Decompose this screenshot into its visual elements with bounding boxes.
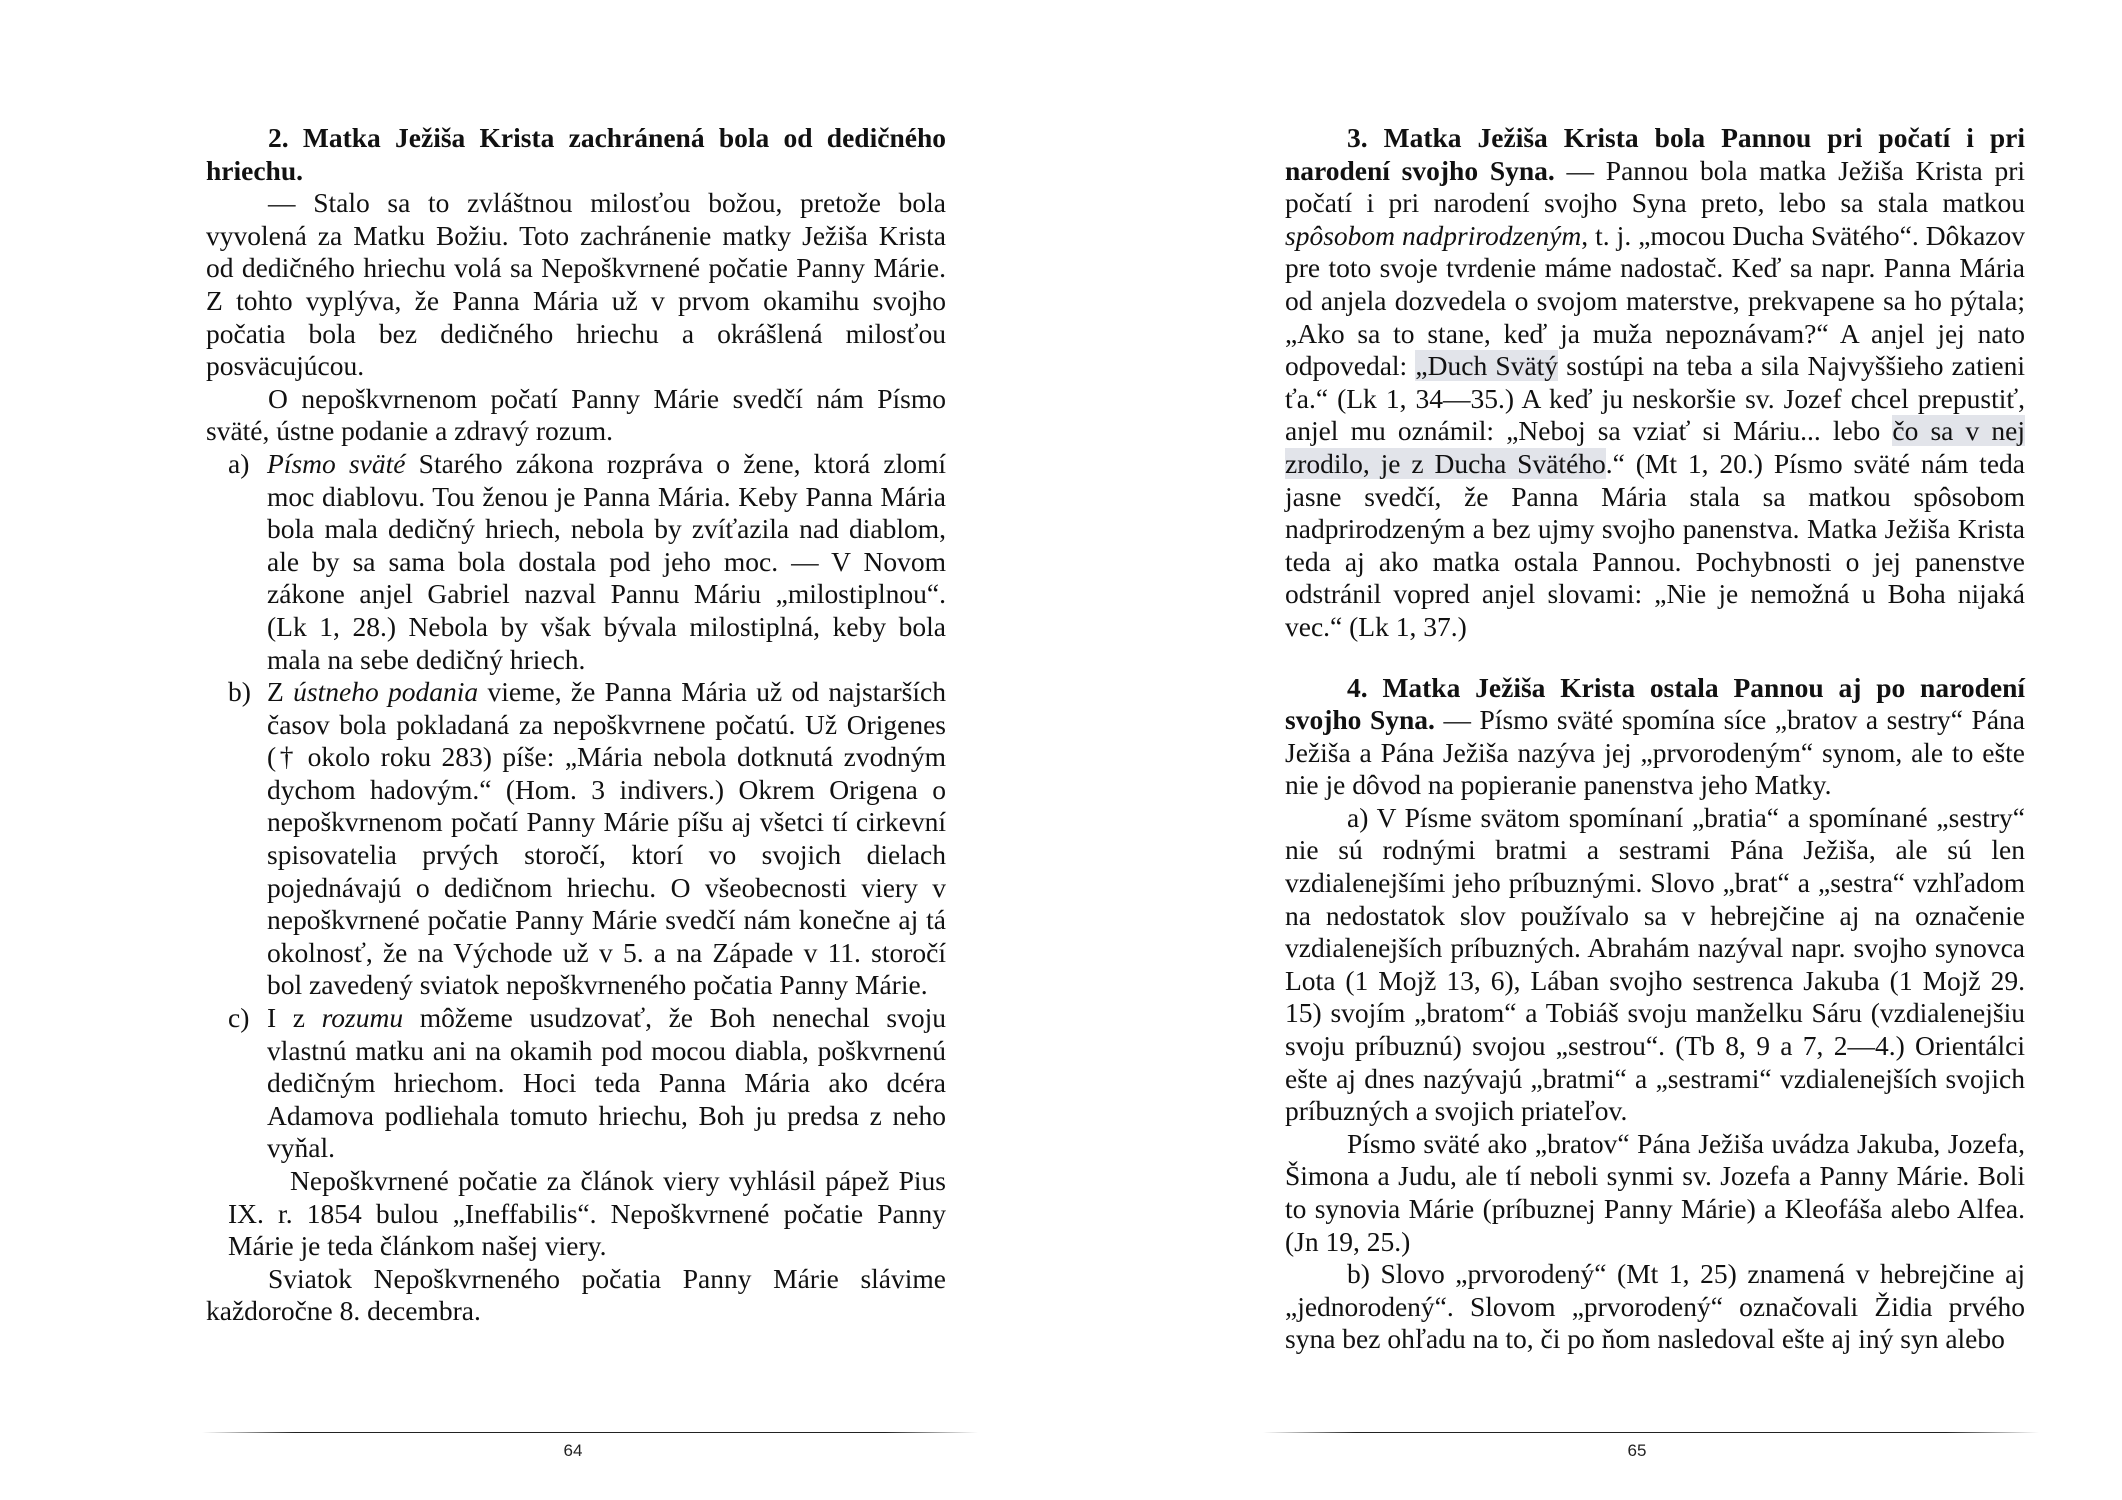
emphasis: rozumu xyxy=(321,1002,404,1034)
text-run: — Písmo sväté spomína síce „bratov a sestry“ Pána Ježiša a Pána Ježiša nazýva jej „prvorodeným“ synom, ale to ešte nie je dôvod na popieranie panenstva jeho Matky. xyxy=(1285,704,2025,801)
paragraph: — Stalo sa to zvláštnou milosťou božou, pretože bola vyvolená za Matku Božiu. Toto zachránenie matky Ježiša Krista od dedičného hriechu volá sa Nepoškvrnené počatie Panny Márie. Z tohto vyplýva, že Panna Mária už v prvom okamihu svojho počatia bola bez dedičného hriechu a okrášlená milosťou posväcujúcou. xyxy=(206,187,946,382)
list-item-b xyxy=(206,676,946,1002)
section-4-paragraph xyxy=(1285,672,2025,802)
paragraph: Nepoškvrnené počatie za článok viery vyhlásil pápež Pius IX. r. 1854 bulou „Ineffabilis“. Nepoškvrnené počatie Panny Márie je teda článkom našej viery. xyxy=(228,1165,946,1262)
paragraph: O nepoškvrnenom počatí Panny Márie svedčí nám Písmo sväté, ústne podanie a zdravý rozum. xyxy=(206,382,946,447)
list-item-text: môžeme usudzovať, že Boh nenechal svoju vlastnú matku ani na okamih pod mocou diabla, poškvrnenú dedičným hriechom. Hoci teda Panna Mária ako dcéra Adamova podliehala tomuto hriechu, Boh ju predsa z neho vyňal. xyxy=(267,1002,946,1164)
list-marker: c) xyxy=(228,1002,250,1034)
page-number: 64 xyxy=(563,1441,583,1460)
section-heading: 4. Matka Ježiša Krista ostala Pannou aj po narodení svojho Syna. xyxy=(1285,671,2025,736)
page-number: 65 xyxy=(1627,1441,1647,1460)
list-item-text: Starého zákona rozpráva o žene, ktorá zlomí moc diablovu. Tou ženou je Panna Mária. Keby Panna Mária bola mala dedičný hriech, nebola by zvíťazila nad diablom, ale by sa sama bola dostala pod jeho moc. — V Novom zákone anjel Gabriel nazval Pannu Máriu „milostiplnou“. (Lk 1, 28.) Nebola by však bývala milostiplná, keby bola mala na sebe dedičný hriech. xyxy=(267,447,946,675)
right-page xyxy=(1061,0,2122,1500)
list-item-text: vieme, že Panna Mária už od najstarších časov bola pokladaná za nepoškvrnene počatú. Už Origenes († okolo roku 283) píše: „Mária nebola dotknutá zvodným dychom hadovým.“ (Hom. 3 indivers.) Okrem Origena o nepoškvrnenom počatí Panny Márie píšu aj všetci tí cirkevní spisovatelia prvých storočí, ktorí vo svojich dielach pojednávajú o dedičnom hriechu. O všeobecnosti viery v nepoškvrnené počatie Panny Márie svedčí nám konečne aj tá okolnosť, že na Východe už v 5. a na Západe v 11. storočí bol zavedený sviatok nepoškvrneného počatia Panny Márie. xyxy=(267,676,946,1001)
list-item-prefix: I z xyxy=(267,1002,322,1034)
section-heading: 3. Matka Ježiša Krista bola Pannou pri počatí i pri narodení svojho Syna. xyxy=(1285,122,2025,186)
list-item-c xyxy=(206,1002,946,1165)
list-item-prefix: Z xyxy=(267,676,294,708)
text-run: sostúpi na teba a sila Najvyššieho zatieni ťa.“ (Lk 1, 34—35.) A keď ju neskoršie sv. Jozef chcel prepustiť, anjel mu oznámil: „Neboj sa vziať si Máriu... lebo xyxy=(1285,350,2025,447)
emphasis: spôsobom nadprirodzeným xyxy=(1285,219,1582,251)
section-3-paragraph xyxy=(1285,122,2025,644)
footer-rule xyxy=(1263,1432,2039,1433)
highlighted-text: „Duch Svätý xyxy=(1415,350,1559,382)
paragraph: Písmo sväté ako „bratov“ Pána Ježiša uvádza Jakuba, Jozefa, Šimona a Judu, ale tí neboli synmi sv. Jozefa a Panny Márie. Boli to synovia Márie (príbuznej Panny Márie) a Kleofáša alebo Alfea. (Jn 19, 25.) xyxy=(1285,1127,2025,1257)
text-run: , t. j. „mocou Ducha Svätého“. Dôkazov pre toto svoje tvrdenie máme nadostač. Keď sa napr. Panna Mária od anjela dozvedela o svojom materstve, prekvapene sa ho pýtala; „Ako sa to stane, keď ja muža nepoznávam?“ A anjel jej nato odpovedal: xyxy=(1285,219,2025,382)
list-item-a xyxy=(206,448,946,676)
left-page-text xyxy=(206,122,946,1328)
text-run: .“ (Mt 1, 20.) Písmo sväté nám teda jasne svedčí, že Panna Mária stala sa matkou spôsobom nadprirodzeným a bez ujmy svojho panenstva. Matka Ježiša Krista teda aj ako matka ostala Pannou. Pochybnosti o jej panenstve odstránil vopred anjel slovami: „Nie je nemožná u Boha nijaká vec.“ (Lk 1, 37.) xyxy=(1285,447,2025,642)
emphasis: ústneho podania xyxy=(293,676,479,708)
paragraph: Sviatok Nepoškvrneného počatia Panny Márie slávime každoročne 8. decembra. xyxy=(206,1262,946,1327)
highlighted-text: čo sa v nej zrodilo, je z Ducha Svätého xyxy=(1285,415,2025,479)
paragraph: b) Slovo „prvorodený“ (Mt 1, 25) znamená v hebrejčine aj „jednorodený“. Slovom „prvorodený“ označovali Židia prvého syna bez ohľadu na to, či po ňom nasledoval ešte aj iný syn alebo xyxy=(1285,1258,2025,1355)
list-marker: a) xyxy=(228,447,250,479)
emphasis: Písmo sväté xyxy=(267,447,406,479)
text-run: — Pannou bola matka Ježiša Krista pri počatí i pri narodení svojho Syna preto, lebo sa stala matkou xyxy=(1285,154,2025,219)
section-heading: 2. Matka Ježiša Krista zachránená bola od dedičného hriechu. xyxy=(206,122,946,186)
section-gap xyxy=(1285,644,2025,672)
footer-rule xyxy=(202,1432,978,1433)
list-marker: b) xyxy=(228,676,251,708)
right-page-text xyxy=(1285,122,2025,1356)
paragraph: a) V Písme svätom spomínaní „bratia“ a spomínané „sestry“ nie sú rodnými bratmi a sestrami Pána Ježiša, ale sú len vzdialenejšími jeho príbuznými. Slovo „brat“ a „sestra“ vzhľadom na nedostatok slov používalo sa v hebrejčine aj na označenie vzdialenejších príbuzných. Abrahám nazýval napr. svojho synovca Lota (1 Mojž 13, 6), Lában svojho sestrenca Jakuba (1 Mojž 29. 15) svojím „bratom“ a Tobiáš svoju manželku Sáru (vzdialenejšiu svoju príbuznú) svojou „sestrou“. (Tb 8, 9 a 7, 2—4.) Orientálci ešte aj dnes nazývajú „bratmi“ a „sestrami“ vzdialenejších svojich príbuzných a svojich priateľov. xyxy=(1285,801,2025,1127)
section-2-heading xyxy=(206,122,946,187)
